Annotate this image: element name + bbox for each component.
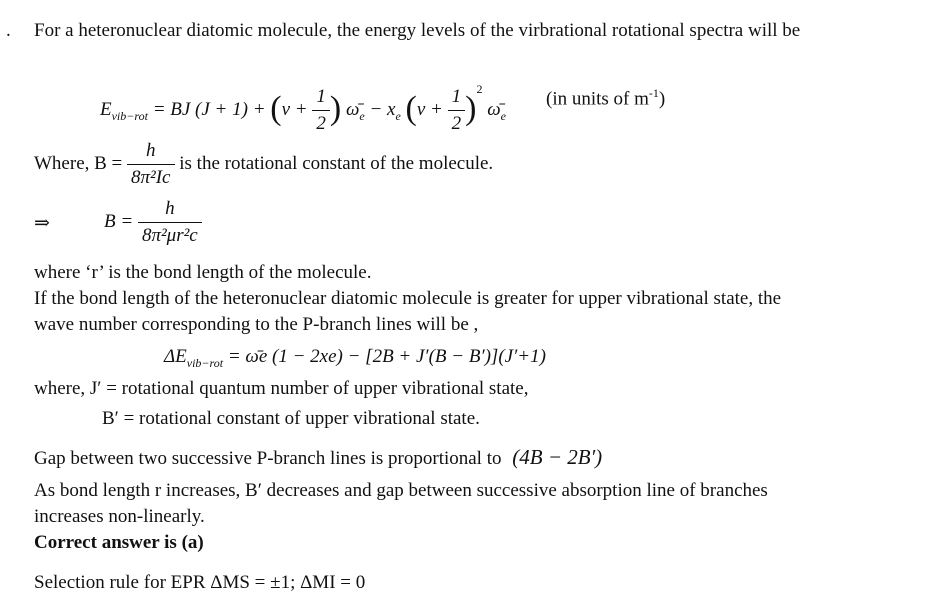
b-fraction: $\frac{h}{\text{8π²Ic}}$ (127, 140, 174, 189)
implies-line (104, 198, 202, 247)
half-fraction: $\frac{1}{2}$ (312, 86, 330, 135)
where-b-suffix: is the rotational constant of the molecule. (179, 152, 494, 174)
energy-subscript: vib−rot (111, 108, 148, 123)
energy-equation (100, 78, 506, 135)
bullet-dot: . (6, 20, 11, 41)
left-paren: ( (270, 90, 282, 127)
energy-symbol: E (100, 99, 112, 120)
gap-expression: (4B − 2B′) (512, 445, 603, 469)
right-paren: ) (329, 90, 342, 127)
b-prime-def: B′ = rotational constant of upper vibrational state. (102, 408, 480, 429)
bond-line-1: If the bond length of the heteronuclear diatomic molecule is greater for upper vibrational state, the (34, 288, 782, 309)
where-b-prefix: Where, B = (34, 152, 123, 174)
v-plus: v + (281, 99, 308, 120)
units-note: (in units of $m^{-1}$) (546, 86, 666, 110)
left-paren-2: ( (405, 90, 417, 127)
right-paren-2: ) (465, 90, 477, 127)
implies-arrow: ⇒ (34, 213, 50, 234)
implies-lhs: B = (104, 210, 134, 232)
omega-e: $\omegā_e$ (345, 99, 365, 123)
gap-line: Gap between two successive P-branch lines is proportional to (4B − 2B′) (34, 445, 603, 469)
where-b-line (34, 140, 493, 189)
anharmonic-term: − $x_e$ (369, 99, 401, 123)
v-plus-2: v + (416, 99, 443, 120)
p-branch-equation: $\Delta E_{vib-rot}$ = ω̄e (1 − 2xe) − [2B + J′(B − B′)](J′+1) (164, 346, 546, 370)
omega-e-2: $\omegā_e$ (487, 99, 506, 123)
r-note: where ‘r’ is the bond length of the molecule. (34, 262, 372, 283)
square-exponent: 2 (476, 82, 483, 96)
intro-text: For a heteronuclear diatomic molecule, the energy levels of the virbrational rotational spectra will be (34, 20, 801, 41)
where-j-def: where, J′ = rotational quantum number of upper vibrational state, (34, 378, 529, 399)
epr-selection-rule: Selection rule for EPR ΔMS = ±1; ΔMI = 0 (34, 572, 366, 593)
implies-fraction: $\frac{h}{\text{8π²μr²c}}$ (138, 198, 202, 247)
bond-line-2: wave number corresponding to the P-branch lines will be , (34, 314, 479, 335)
half-fraction-2: $\frac{1}{2}$ (448, 86, 466, 135)
conclusion-line-1: As bond length r increases, B′ decreases and gap between successive absorption line of branches (34, 480, 768, 501)
rotational-term: = BJ (J + 1) + (152, 99, 266, 120)
correct-answer: Correct answer is (a) (34, 532, 204, 553)
conclusion-line-2: increases non-linearly. (34, 506, 205, 527)
